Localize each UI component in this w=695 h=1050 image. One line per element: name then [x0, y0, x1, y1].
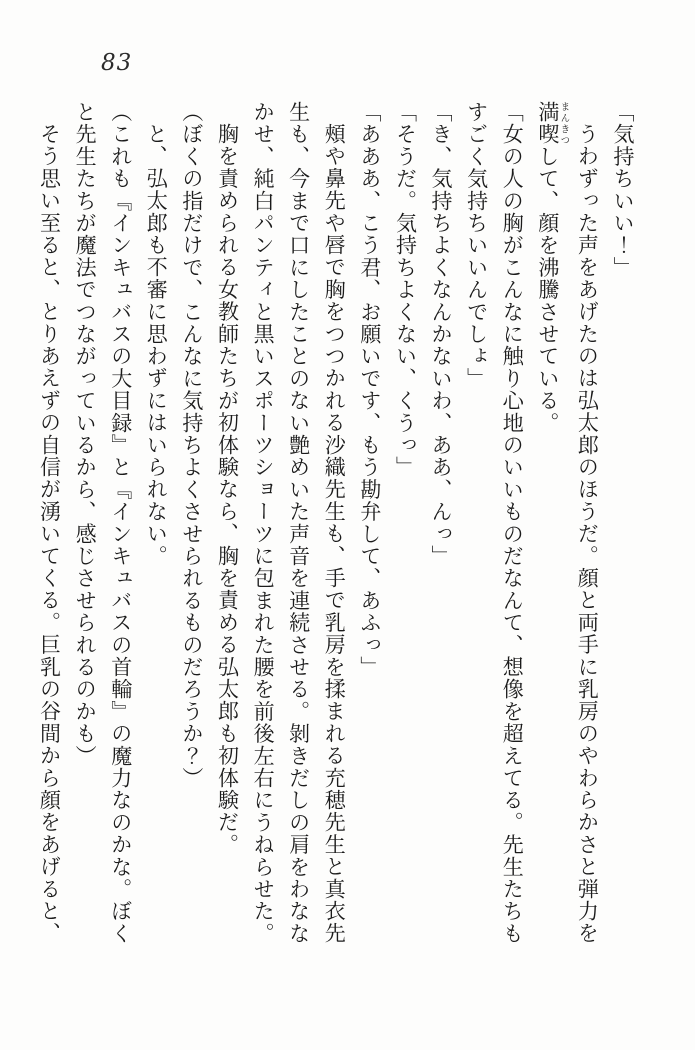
- text-line: そう思い至ると、とりあえずの自信が湧いてくる。巨乳の谷間から顔をあげると、: [37, 123, 62, 945]
- text-line: と先生たちが魔法でつながっているから、感じさせられるのかも）: [73, 101, 98, 767]
- text-line: 「そうだ。気持ちよくない、くうっ」: [393, 101, 418, 479]
- text-line: すごく気持ちいいんでしょ」: [464, 101, 489, 390]
- page-number: 83: [101, 50, 133, 76]
- furigana: まんきつ: [558, 101, 570, 146]
- text-line: 「気持ちいい！」: [611, 101, 635, 279]
- text-line: 生も、今まで口にしたことのない艶めいた声音を連続させる。剝きだしの肩をわなな: [286, 101, 311, 945]
- text-line: 満喫まんきつして、顔を沸騰させている。: [535, 101, 570, 435]
- text-line: （ぼくの指だけで、こんなに気持ちよくさせられるものだろうか？）: [179, 101, 204, 790]
- text-line: （これも『インキュバスの大目録』と『インキュバスの首輪』の魔力なのかな。ぼく: [108, 101, 133, 945]
- text-line: 「あああ、こう君、お願いです、もう勘弁して、あふっ」: [357, 101, 382, 679]
- text-line: かせ、純白パンティと黒いスポーツショーツに包まれた腰を前後左右にうねらせた。: [251, 101, 276, 945]
- text-line: 「女の人の胸がこんなに触り心地のいいものだなんて、想像を超えてる。先生たちも: [500, 101, 525, 945]
- text-line: と、弘太郎も不審に思わずにはいられない。: [144, 123, 169, 568]
- ruby-annotated-word: 満喫まんきつ: [535, 101, 570, 146]
- text-line: 胸を責められる女教師たちが初体験なら、胸を責める弘太郎も初体験だ。: [215, 123, 240, 856]
- vertical-text-block: [31, 101, 640, 963]
- text-line: うわずった声をあげたのは弘太郎のほうだ。顔と両手に乳房のやわらかさと弾力を: [575, 123, 600, 945]
- text-line: 頰や鼻先や唇で胸をつつかれる沙織先生も、手で乳房を揉まれる充穂先生と真衣先: [322, 123, 347, 945]
- text-line: 「き、気持ちよくなんかないわ、ああ、んっ」: [429, 101, 454, 568]
